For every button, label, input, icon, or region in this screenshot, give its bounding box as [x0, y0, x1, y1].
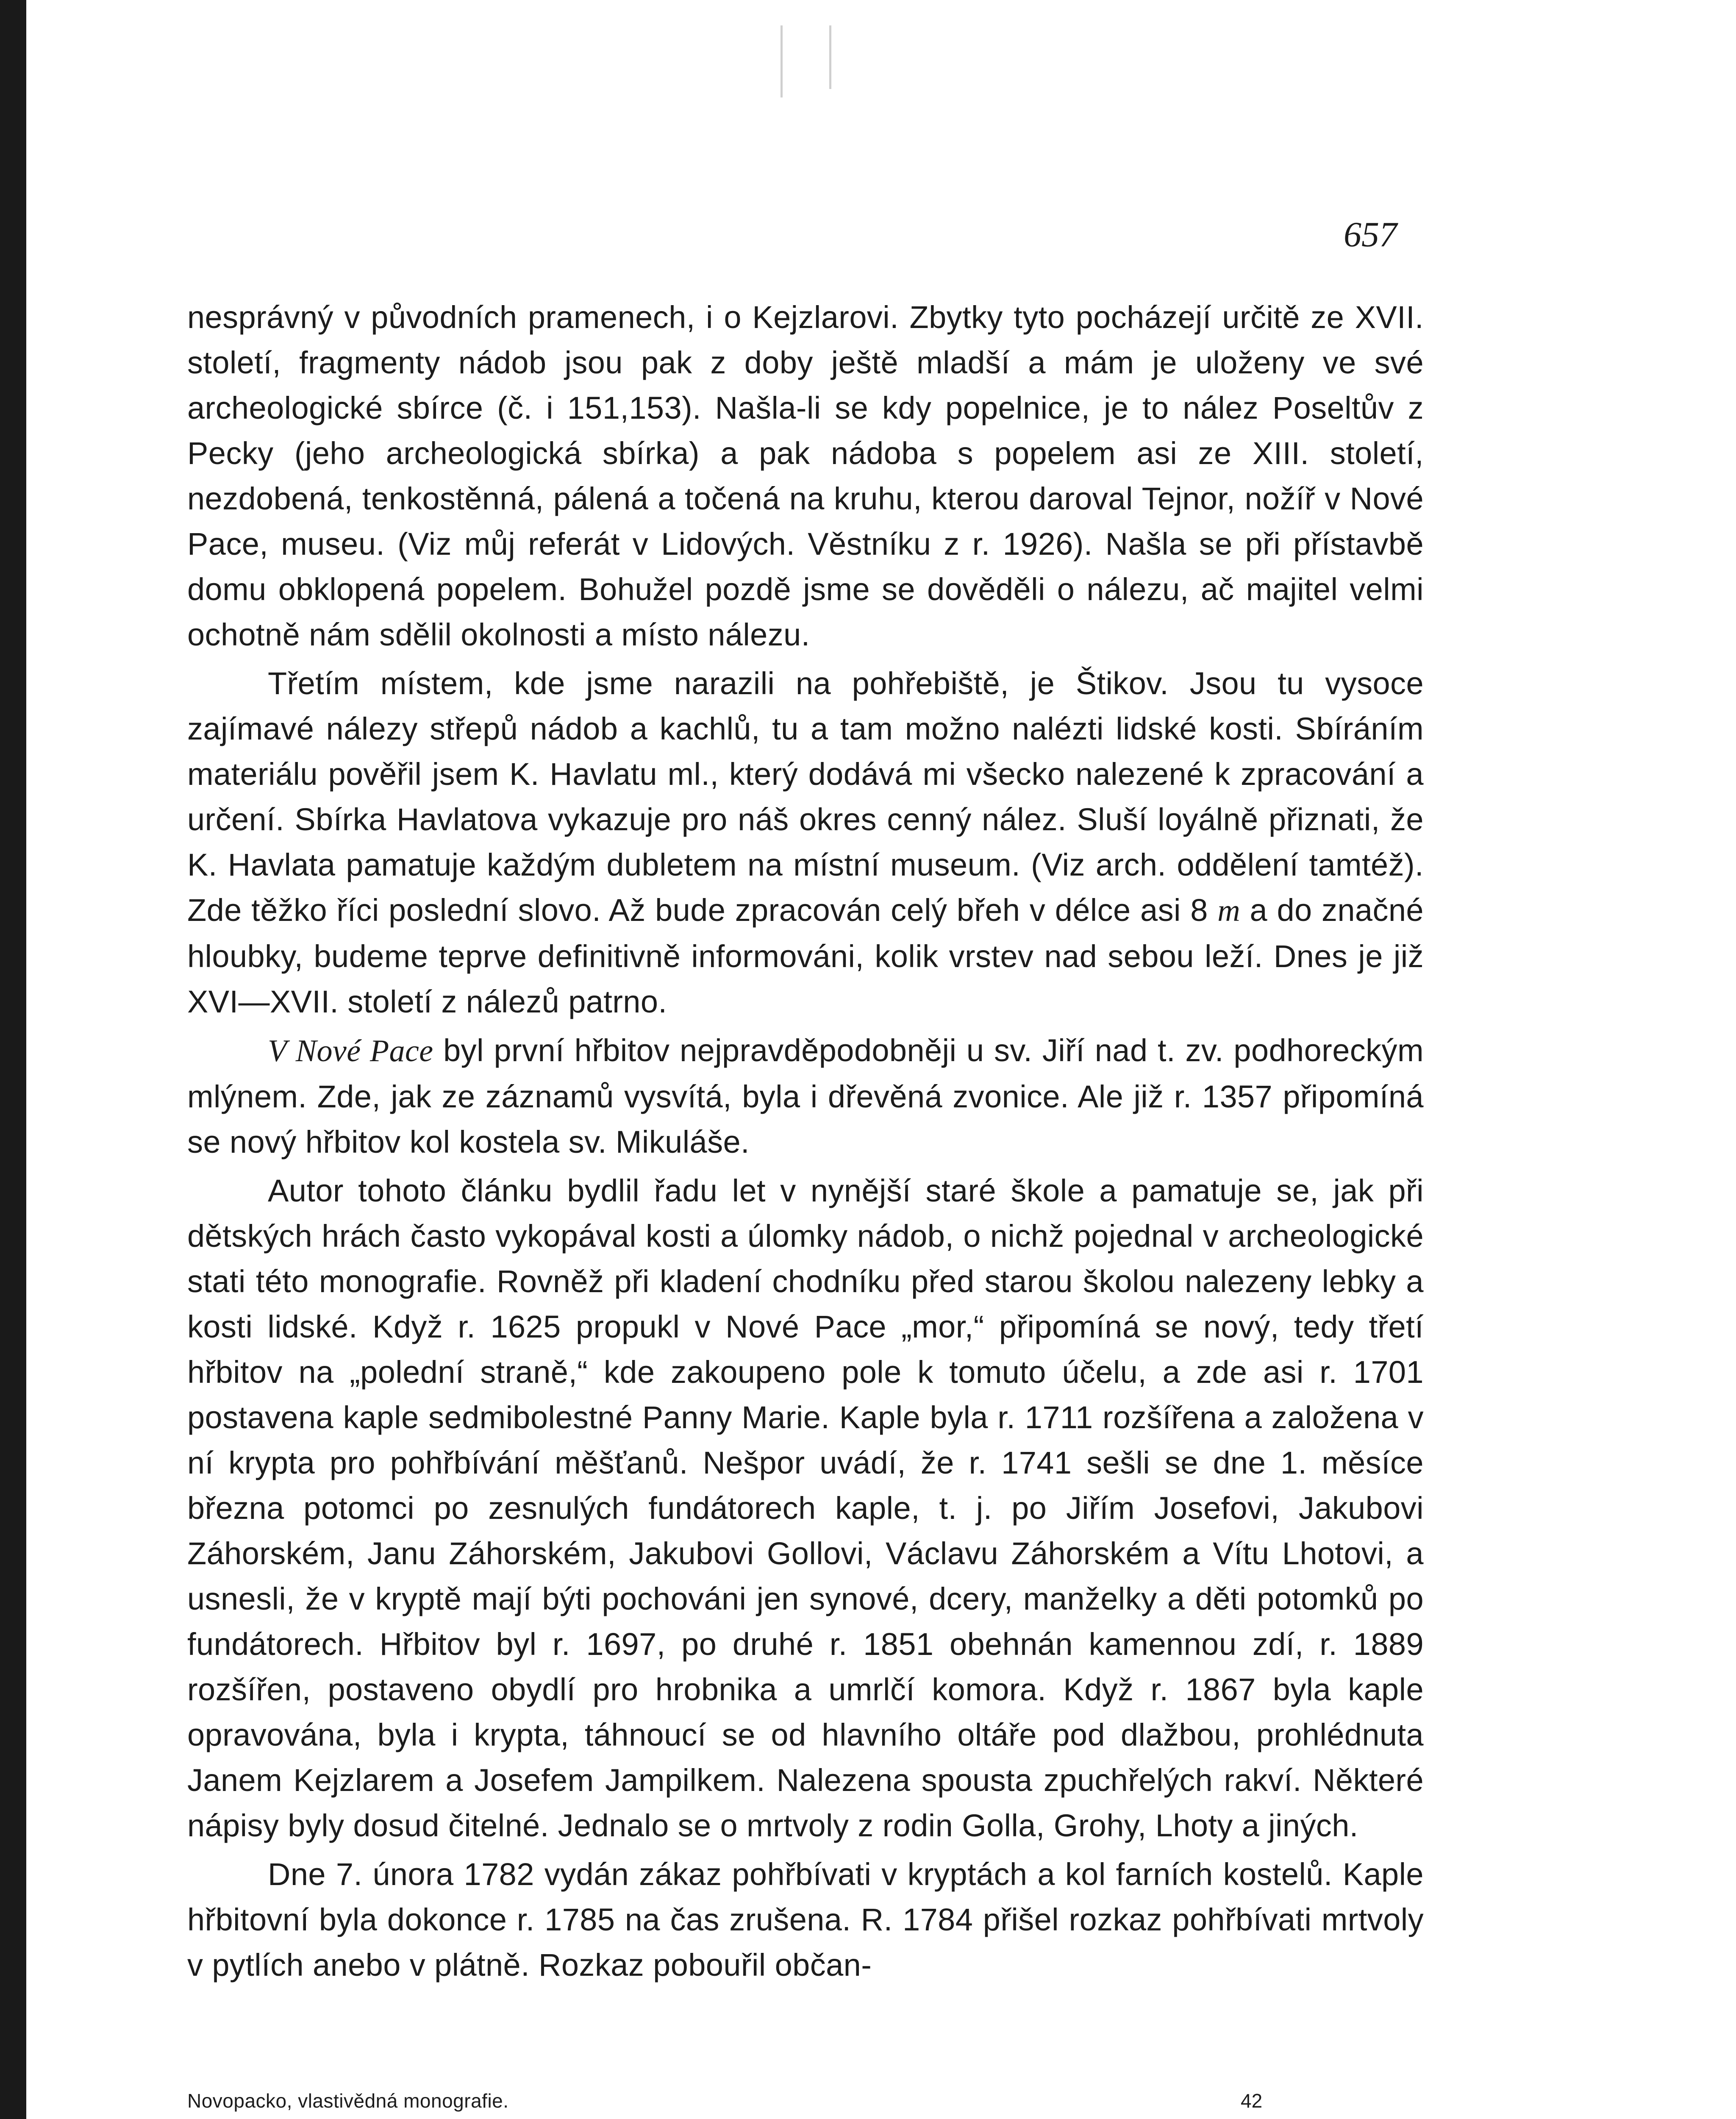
scan-artifact-line: [781, 25, 783, 97]
signature-mark: 42: [1241, 2090, 1263, 2112]
scan-artifact-line: [829, 25, 831, 89]
paragraph-3: [187, 1028, 1424, 1165]
paragraph-3-text: byl první hřbitov nejpravděpodobněji u sv. Jiří nad t. zv. podhoreckým mlýnem. Zde, jak ze záznamů vysvítá, byla i dřevěná zvonice. Ale již r. 1357 připomíná se nový hřbitov kol kostela sv. Mikuláše.: [187, 1033, 1424, 1160]
paragraph-4: Autor tohoto článku bydlil řadu let v nynější staré škole a pamatuje se, jak při dětských hrách často vykopával kosti a úlomky nádob, o nichž pojednal v archeologické stati této monografie. Rovněž při kladení chodníku před starou školou nalezeny lebky a kosti lidské. Když r. 1625 propukl v Nové Pace „mor,“ připomíná se nový, tedy třetí hřbitov na „polední straně,“ kde zakoupeno pole k tomuto účelu, a zde asi r. 1701 postavena kaple sedmibolestné Panny Marie. Kaple byla r. 1711 rozšířena a založena v ní krypta pro pohřbívání měšťanů. Nešpor uvádí, že r. 1741 sešli se dne 1. měsíce března potomci po zesnulých fundátorech kaple, t. j. po Jiřím Josefovi, Jakubovi Záhorském, Janu Záhorském, Jakubovi Gollovi, Václavu Záhorském a Vítu Lhotovi, a usnesli, že v kryptě mají býti pochováni jen synové, dcery, manželky a děti potomků po fundátorech. Hřbitov byl r. 1697, po druhé r. 1851 obehnán kamennou zdí, r. 1889 rozšířen, postaveno obydlí pro hrobnika a umrlčí komora. Když r. 1867 byla kaple opravována, byla i krypta, táhnoucí se od hlavního oltáře pod dlažbou, prohlédnuta Janem Kejzlarem a Josefem Jampilkem. Nalezena spousta zpuchřelých rakví. Některé nápisy byly dosud čitelné. Jednalo se o mrtvoly z rodin Golla, Grohy, Lhoty a jiných.: [187, 1173, 1424, 1843]
place-name-nova-paka: V Nové Pace: [268, 1034, 433, 1068]
scanned-page: [26, 0, 1736, 2119]
page-number: 657: [1344, 215, 1397, 254]
paragraph-2-text-before: Třetím místem, kde jsme narazili na pohřebiště, je Štikov. Jsou tu vysoce zajímavé nálezy střepů nádob a kachlů, tu a tam možno nalézti lidské kosti. Sbíráním materiálu pověřil jsem K. Havlatu ml., který dodává mi všecko nalezené k zpracování a určení. Sbírka Havlatova vykazuje pro náš okres cenný nález. Sluší loyálně přiznati, že K. Havlata pamatuje každým dubletem na místní museum. (Viz arch. oddělení tamtéž). Zde těžko říci poslední slovo. Až bude zpracován celý břeh v délce asi 8: [187, 666, 1424, 928]
paragraph-2-text-after: a do značné hloubky, budeme teprve definitivně informováni, kolik vrstev nad sebou leží. Dnes je již XVI—XVII. století z nálezů patrno.: [187, 893, 1424, 1019]
paragraph-2: [187, 661, 1424, 1024]
paragraph-5: Dne 7. února 1782 vydán zákaz pohřbívati v kryptách a kol farních kostelů. Kaple hřbitovní byla dokonce r. 1785 na čas zrušena. R. 1784 přišel rozkaz pohřbívati mrtvoly v pytlích anebo v plátně. Rozkaz pobouřil občan-: [187, 1857, 1424, 1983]
paragraph-1: nesprávný v původních pramenech, i o Kejzlarovi. Zbytky tyto pocházejí určitě ze XVII. století, fragmenty nádob jsou pak z doby ještě mladší a mám je uloženy ve své archeologické sbírce (č. i 151,153). Našla-li se kdy popelnice, je to nález Poseltův z Pecky (jeho archeologická sbírka) a pak nádoba s popelem asi ze XIII. století, nezdobená, tenkostěnná, pálená a točená na kruhu, kterou daroval Tejnor, nožíř v Nové Pace, museu. (Viz můj referát v Lidových. Věstníku z r. 1926). Našla se při přístavbě domu obklopená popelem. Bohužel pozdě jsme se dověděli o nálezu, ač majitel velmi ochotně nám sdělil okolnosti a místo nálezu.: [187, 300, 1424, 652]
body-text: [187, 295, 1424, 1988]
footer-publication-title: Novopacko, vlastivědná monografie.: [187, 2090, 509, 2112]
length-unit: m: [1217, 893, 1241, 928]
